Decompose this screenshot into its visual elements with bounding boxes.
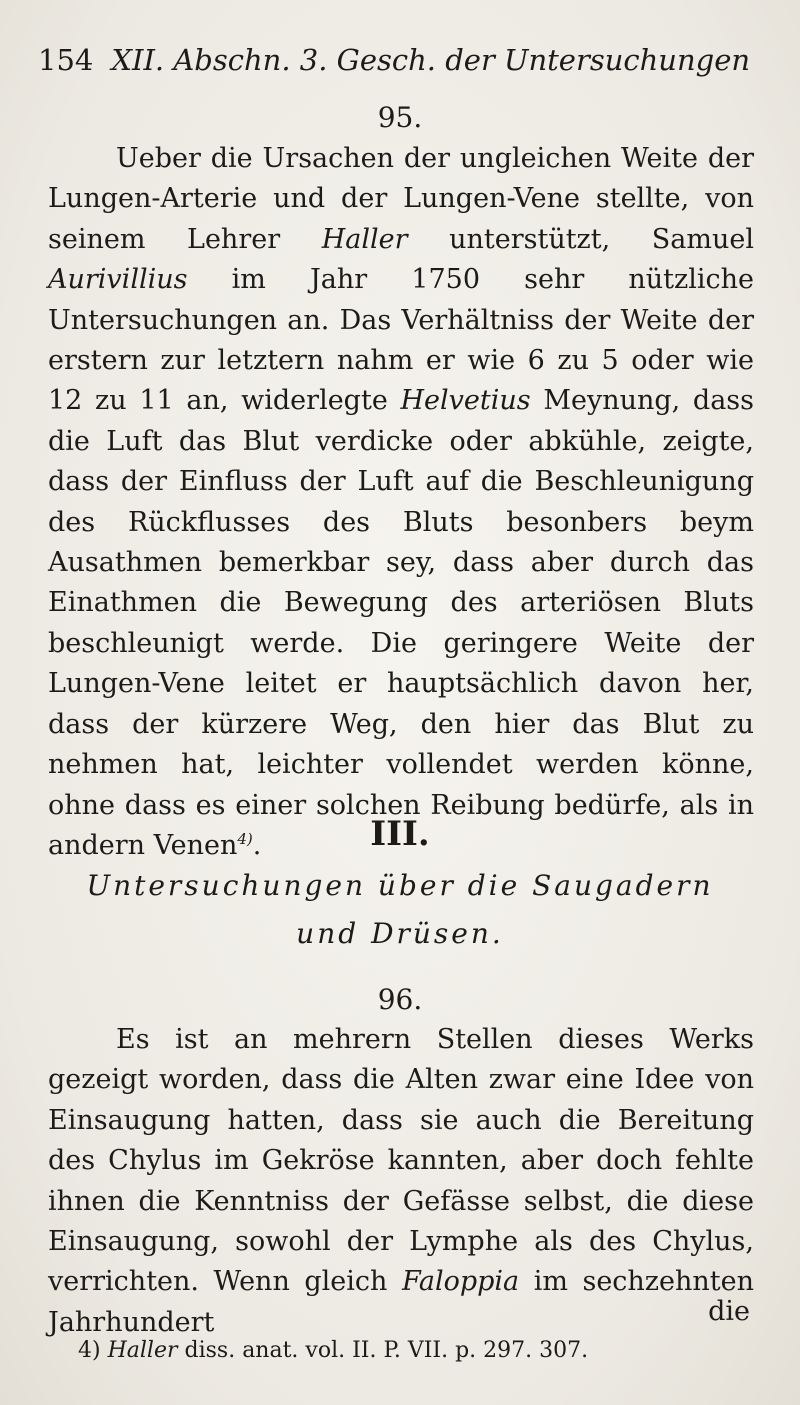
chapter-number: III. <box>370 814 430 854</box>
name-faloppia: Faloppia <box>401 1266 520 1298</box>
footnote-marker: 4) <box>78 1338 101 1363</box>
paragraph-95: Ueber die Ursachen der ungleichen Weite der Lungen-Arterie und der Lungen-Vene stellte, von seinem Lehrer Haller unterstützt, Samuel Aurivillius im Jahr 1750 sehr nützliche Untersuchungen an. Das Verhältniss der Weite der erstern zur letztern nahm er wie 6 zu 5 oder wie 12 zu 11 an, widerlegte Helvetius Meynung, dass die Luft das Blut verdicke oder abkühle, zeigte, dass der Einfluss der Luft auf die Beschleunigung des Rückflusses des Bluts besonbers beym Ausathmen bemerkbar sey, dass aber durch das Einathmen die Bewegung des arteriösen Bluts beschleunigt werde. Die geringere Weite der Lungen-Vene leitet er hauptsächlich davon her, dass der kürzere Weg, den hier das Blut zu nehmen hat, leichter vollendet werden könne, ohne dass es einer solchen Reibung bedürfe, als in andern Venen$^{4)}$. <box>48 143 755 861</box>
paragraph-96: Es ist an mehrern Stellen dieses Werks gezeigt worden, dass die Alten zwar eine Idee von Einsaugung hatten, dass sie auch die Bereitung des Chylus im Gekröse kannten, aber doch fehlte ihnen die Kenntniss der Gefässe selbst, die diese Einsaugung, sowohl der Lymphe als des Chylus, verrichten. Wenn gleich Faloppia im sechzehnten Jahrhundert <box>48 1024 755 1338</box>
page-number: 154 <box>38 43 94 77</box>
running-header <box>38 40 750 80</box>
section-number-95: 95. <box>377 101 423 134</box>
section-number-96: 96. <box>377 983 423 1016</box>
running-title: XII. Abschn. 3. Gesch. der Untersuchungen <box>111 43 750 77</box>
chapter-heading-line-2: und Drüsen. <box>296 917 504 950</box>
footnote-author: Haller <box>107 1338 178 1363</box>
name-haller: Haller <box>321 223 408 255</box>
footnote-reference: 4) <box>237 829 253 848</box>
chapter-heading-line-1: Untersuchungen über die Saugadern <box>86 869 714 902</box>
catchword: die <box>708 1296 750 1327</box>
name-aurivillius: Aurivillius <box>48 264 188 296</box>
footnote <box>78 1334 758 1368</box>
footnote-text: diss. anat. vol. II. P. VII. p. 297. 307. <box>177 1338 589 1363</box>
name-helvetius: Helvetius <box>400 385 531 417</box>
